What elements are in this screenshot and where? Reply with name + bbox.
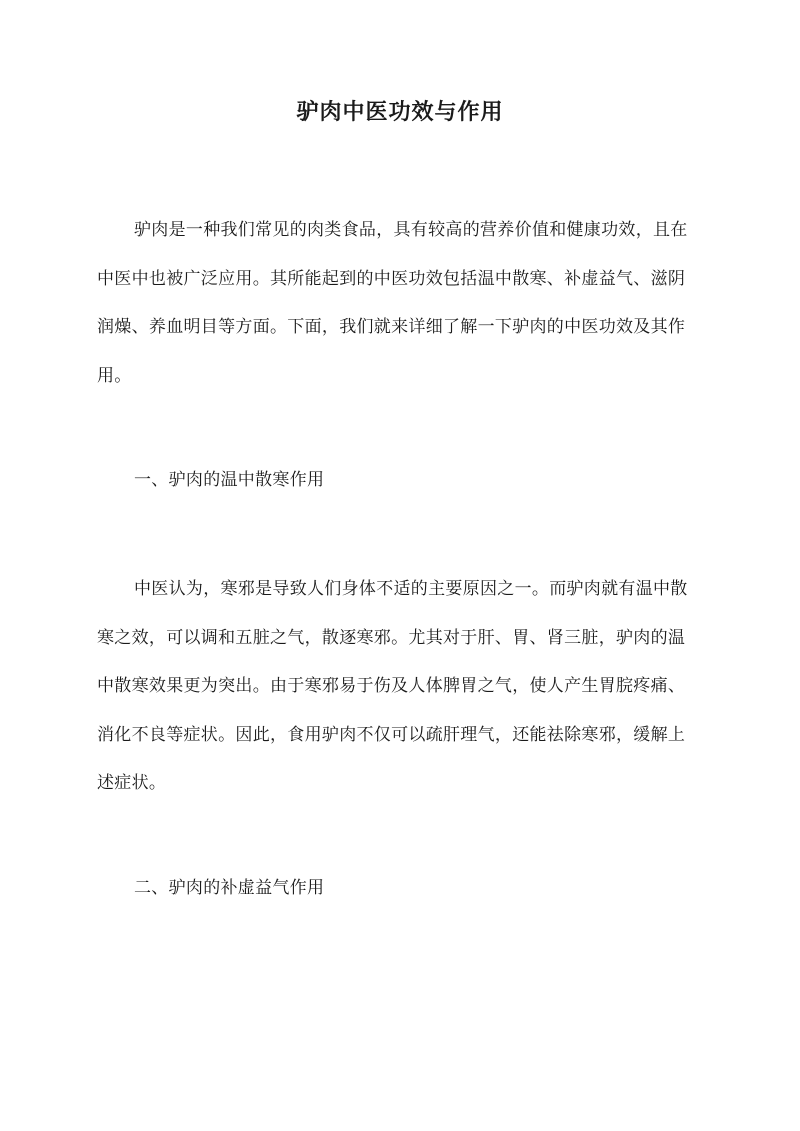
section-1-paragraph: 中医认为，寒邪是导致人们身体不适的主要原因之一。而驴肉就有温中散寒之效，可以调和五脏之气，散逐寒邪。尤其对于肝、胃、肾三脏，驴肉的温中散寒效果更为突出。由于寒邪易于伤及人体脾胃之气，使人产生胃脘疼痛、消化不良等症状。因此，食用驴肉不仅可以疏肝理气，还能祛除寒邪，缓解上述症状。 [97, 579, 688, 793]
intro-paragraph: 驴肉是一种我们常见的肉类食品，具有较高的营养价值和健康功效，且在中医中也被广泛应用。其所能起到的中医功效包括温中散寒、补虚益气、滋阴润燥、养血明目等方面。下面，我们就来详细了解一下驴肉的中医功效及其作用。 [97, 220, 688, 386]
section-1-heading: 一、驴肉的温中散寒作用 [134, 470, 325, 490]
document-title: 驴肉中医功效与作用 [296, 99, 504, 125]
section-2-heading: 二、驴肉的补虚益气作用 [134, 878, 325, 898]
